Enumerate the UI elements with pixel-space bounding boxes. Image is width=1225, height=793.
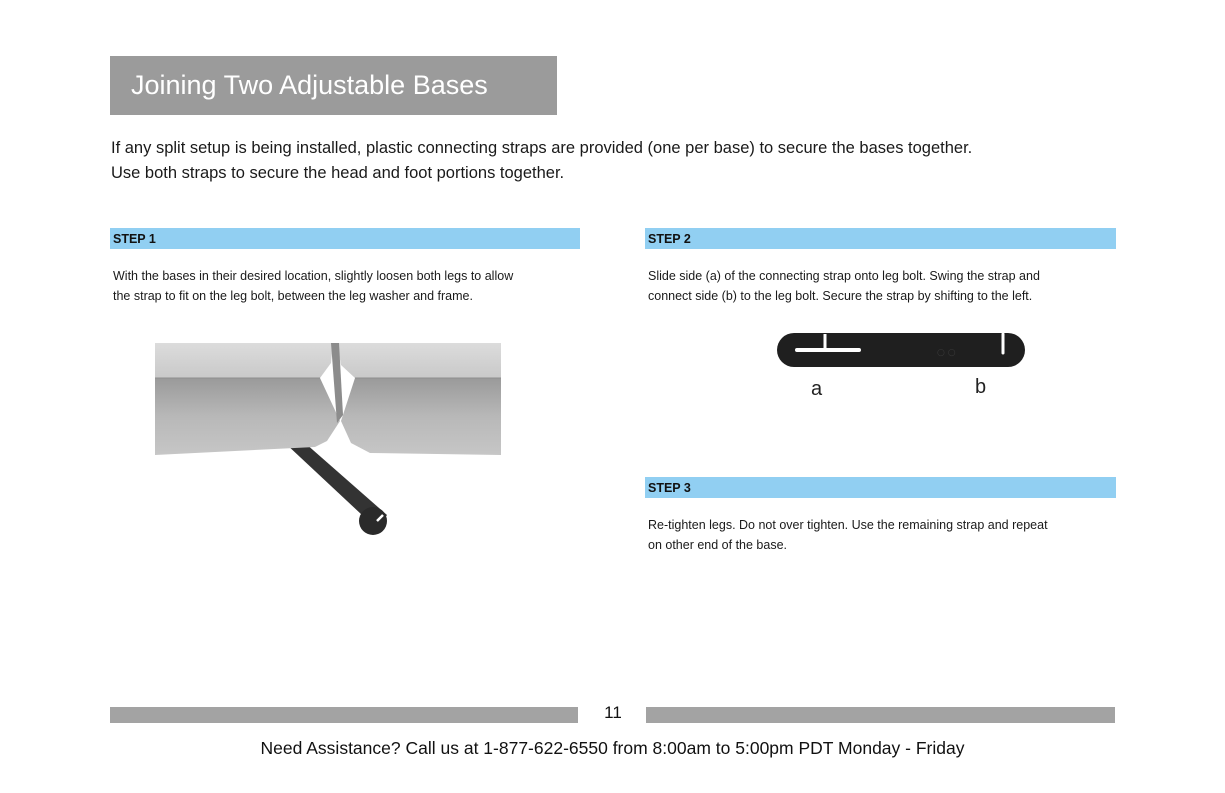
step-1-line-1: With the bases in their desired location, slightly loosen both legs to allow	[113, 269, 514, 283]
strap-label-b: b	[975, 376, 987, 398]
connecting-strap-photo	[285, 443, 387, 535]
page-title: Joining Two Adjustable Bases	[110, 56, 557, 115]
footer-bar-right	[646, 707, 1115, 723]
step-3-line-1: Re-tighten legs. Do not over tighten. Use the remaining strap and repeat	[648, 518, 1048, 532]
intro-paragraph	[111, 136, 1121, 186]
assistance-line: Need Assistance? Call us at 1-877-622-6550 from 8:00am to 5:00pm PDT Monday - Friday	[260, 738, 965, 758]
connecting-strap-diagram	[777, 331, 1027, 371]
svg-text:○ ○: ○ ○	[937, 348, 956, 358]
page-number: 11	[604, 703, 622, 722]
step-2-text	[648, 266, 1040, 306]
step-3-header: STEP 3	[645, 477, 1116, 498]
step-1-line-2: the strap to fit on the leg bolt, between the leg washer and frame.	[113, 289, 473, 303]
strap-label-a: a	[811, 378, 823, 400]
intro-line-1: If any split setup is being installed, plastic connecting straps are provided (one per base) to secure the bases together.	[111, 139, 973, 157]
step-2-line-1: Slide side (a) of the connecting strap onto leg bolt. Swing the strap and	[648, 269, 1040, 283]
footer-bar-left	[110, 707, 578, 723]
step-1-text	[113, 266, 513, 306]
step-2-header: STEP 2	[645, 228, 1116, 249]
bases-photo	[155, 343, 501, 543]
step-3-line-2: on other end of the base.	[648, 538, 787, 552]
step-1-header: STEP 1	[110, 228, 580, 249]
step-3-text	[648, 515, 1048, 555]
intro-line-2: Use both straps to secure the head and foot portions together.	[111, 164, 565, 182]
step-2-line-2: connect side (b) to the leg bolt. Secure the strap by shifting to the left.	[648, 289, 1033, 303]
